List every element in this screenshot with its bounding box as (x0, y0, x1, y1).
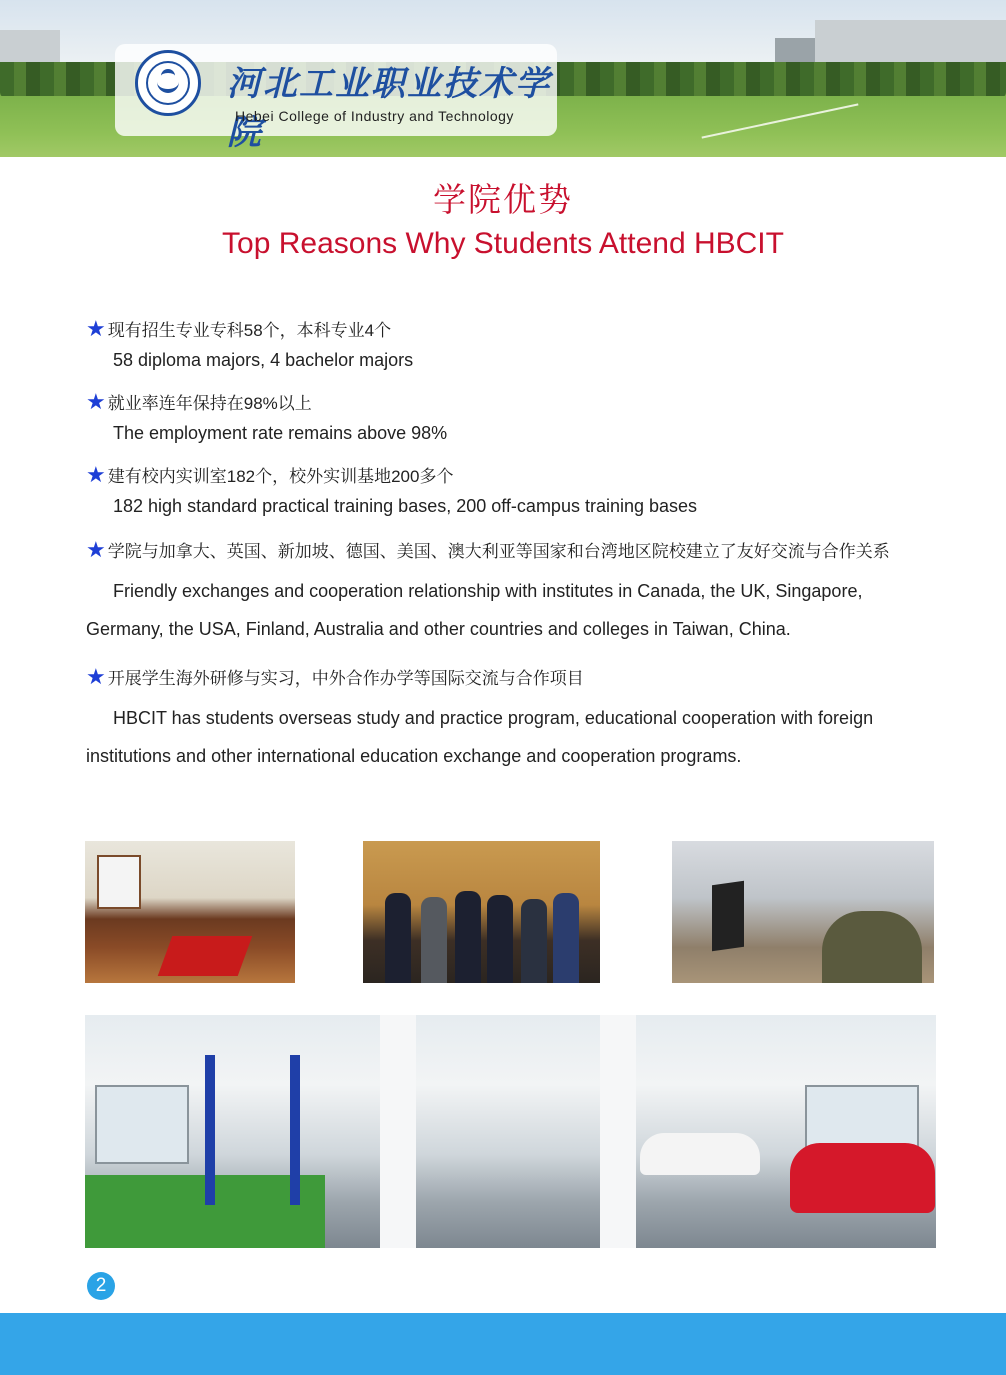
reason-en: 182 high standard practical training bases, 200 off-campus training bases (113, 496, 698, 516)
reason-cn-text: 建有校内实训室182个，校外实训基地200多个 (107, 467, 454, 486)
reason-en: Friendly exchanges and cooperation relationship with institutes in Canada, the UK, Singapore, Germany, the USA, Finland, Australia and other countries and colleges in Taiwan, China. (86, 581, 863, 639)
reason-cn (86, 315, 926, 345)
page-title-en: Top Reasons Why Students Attend HBCIT (222, 227, 784, 260)
reason-en: The employment rate remains above 98% (113, 423, 448, 443)
tea-room-photo (85, 841, 295, 983)
reason-cn-text: 就业率连年保持在98%以上 (107, 394, 312, 413)
page-title-cn: 学院优势 (433, 181, 573, 218)
star-icon: ★ (86, 664, 106, 689)
reason-cn (86, 534, 926, 567)
person (385, 893, 411, 983)
reason-en: HBCIT has students overseas study and practice program, educational cooperation with foreign institutions and other international education exchange and cooperation programs. (86, 708, 874, 766)
student (822, 911, 922, 983)
reason-cn-text: 现有招生专业专科58个，本科专业4个 (107, 321, 392, 340)
window (97, 855, 141, 909)
person (455, 891, 481, 983)
reason-cn-text: 学院与加拿大、英国、新加坡、德国、美国、澳大利亚等国家和台湾地区院校建立了友好交流与合作关系 (107, 542, 890, 561)
monitor (712, 881, 744, 951)
reasons-list (86, 315, 926, 788)
person (553, 893, 579, 983)
reason-item (86, 661, 926, 775)
college-emblem-icon (135, 50, 201, 116)
star-icon: ★ (86, 462, 106, 487)
reason-cn-text: 开展学生海外研修与实习，中外合作办学等国际交流与合作项目 (107, 669, 584, 688)
delegation-photo (363, 841, 600, 983)
star-icon: ★ (86, 389, 106, 414)
white-car (640, 1133, 760, 1175)
reason-item (86, 388, 926, 448)
reason-item (86, 461, 926, 521)
auto-workshop-photo (85, 1015, 936, 1248)
window (95, 1085, 189, 1164)
computer-lab-photo (672, 841, 934, 983)
person (421, 897, 447, 983)
person (521, 899, 547, 983)
star-icon: ★ (86, 537, 106, 562)
star-icon: ★ (86, 316, 106, 341)
college-name-cn: 河北工业职业技术学院 (227, 64, 551, 153)
logo-panel[interactable] (115, 44, 557, 153)
red-car (790, 1143, 935, 1213)
footer-bar (0, 1313, 1006, 1375)
pillar (380, 1015, 416, 1248)
reason-cn (86, 388, 926, 418)
reason-item (86, 534, 926, 648)
tea-table (158, 936, 253, 976)
college-name-en: Hebei College of Industry and Technology (235, 108, 514, 124)
page-number: 2 (87, 1272, 115, 1300)
car-lift (205, 1055, 215, 1205)
person (487, 895, 513, 983)
reason-cn (86, 661, 926, 694)
reason-item (86, 315, 926, 375)
pillar (600, 1015, 636, 1248)
car-lift (290, 1055, 300, 1205)
reason-en: 58 diploma majors, 4 bachelor majors (113, 350, 414, 370)
reason-cn (86, 461, 926, 491)
header-banner (0, 0, 1006, 157)
